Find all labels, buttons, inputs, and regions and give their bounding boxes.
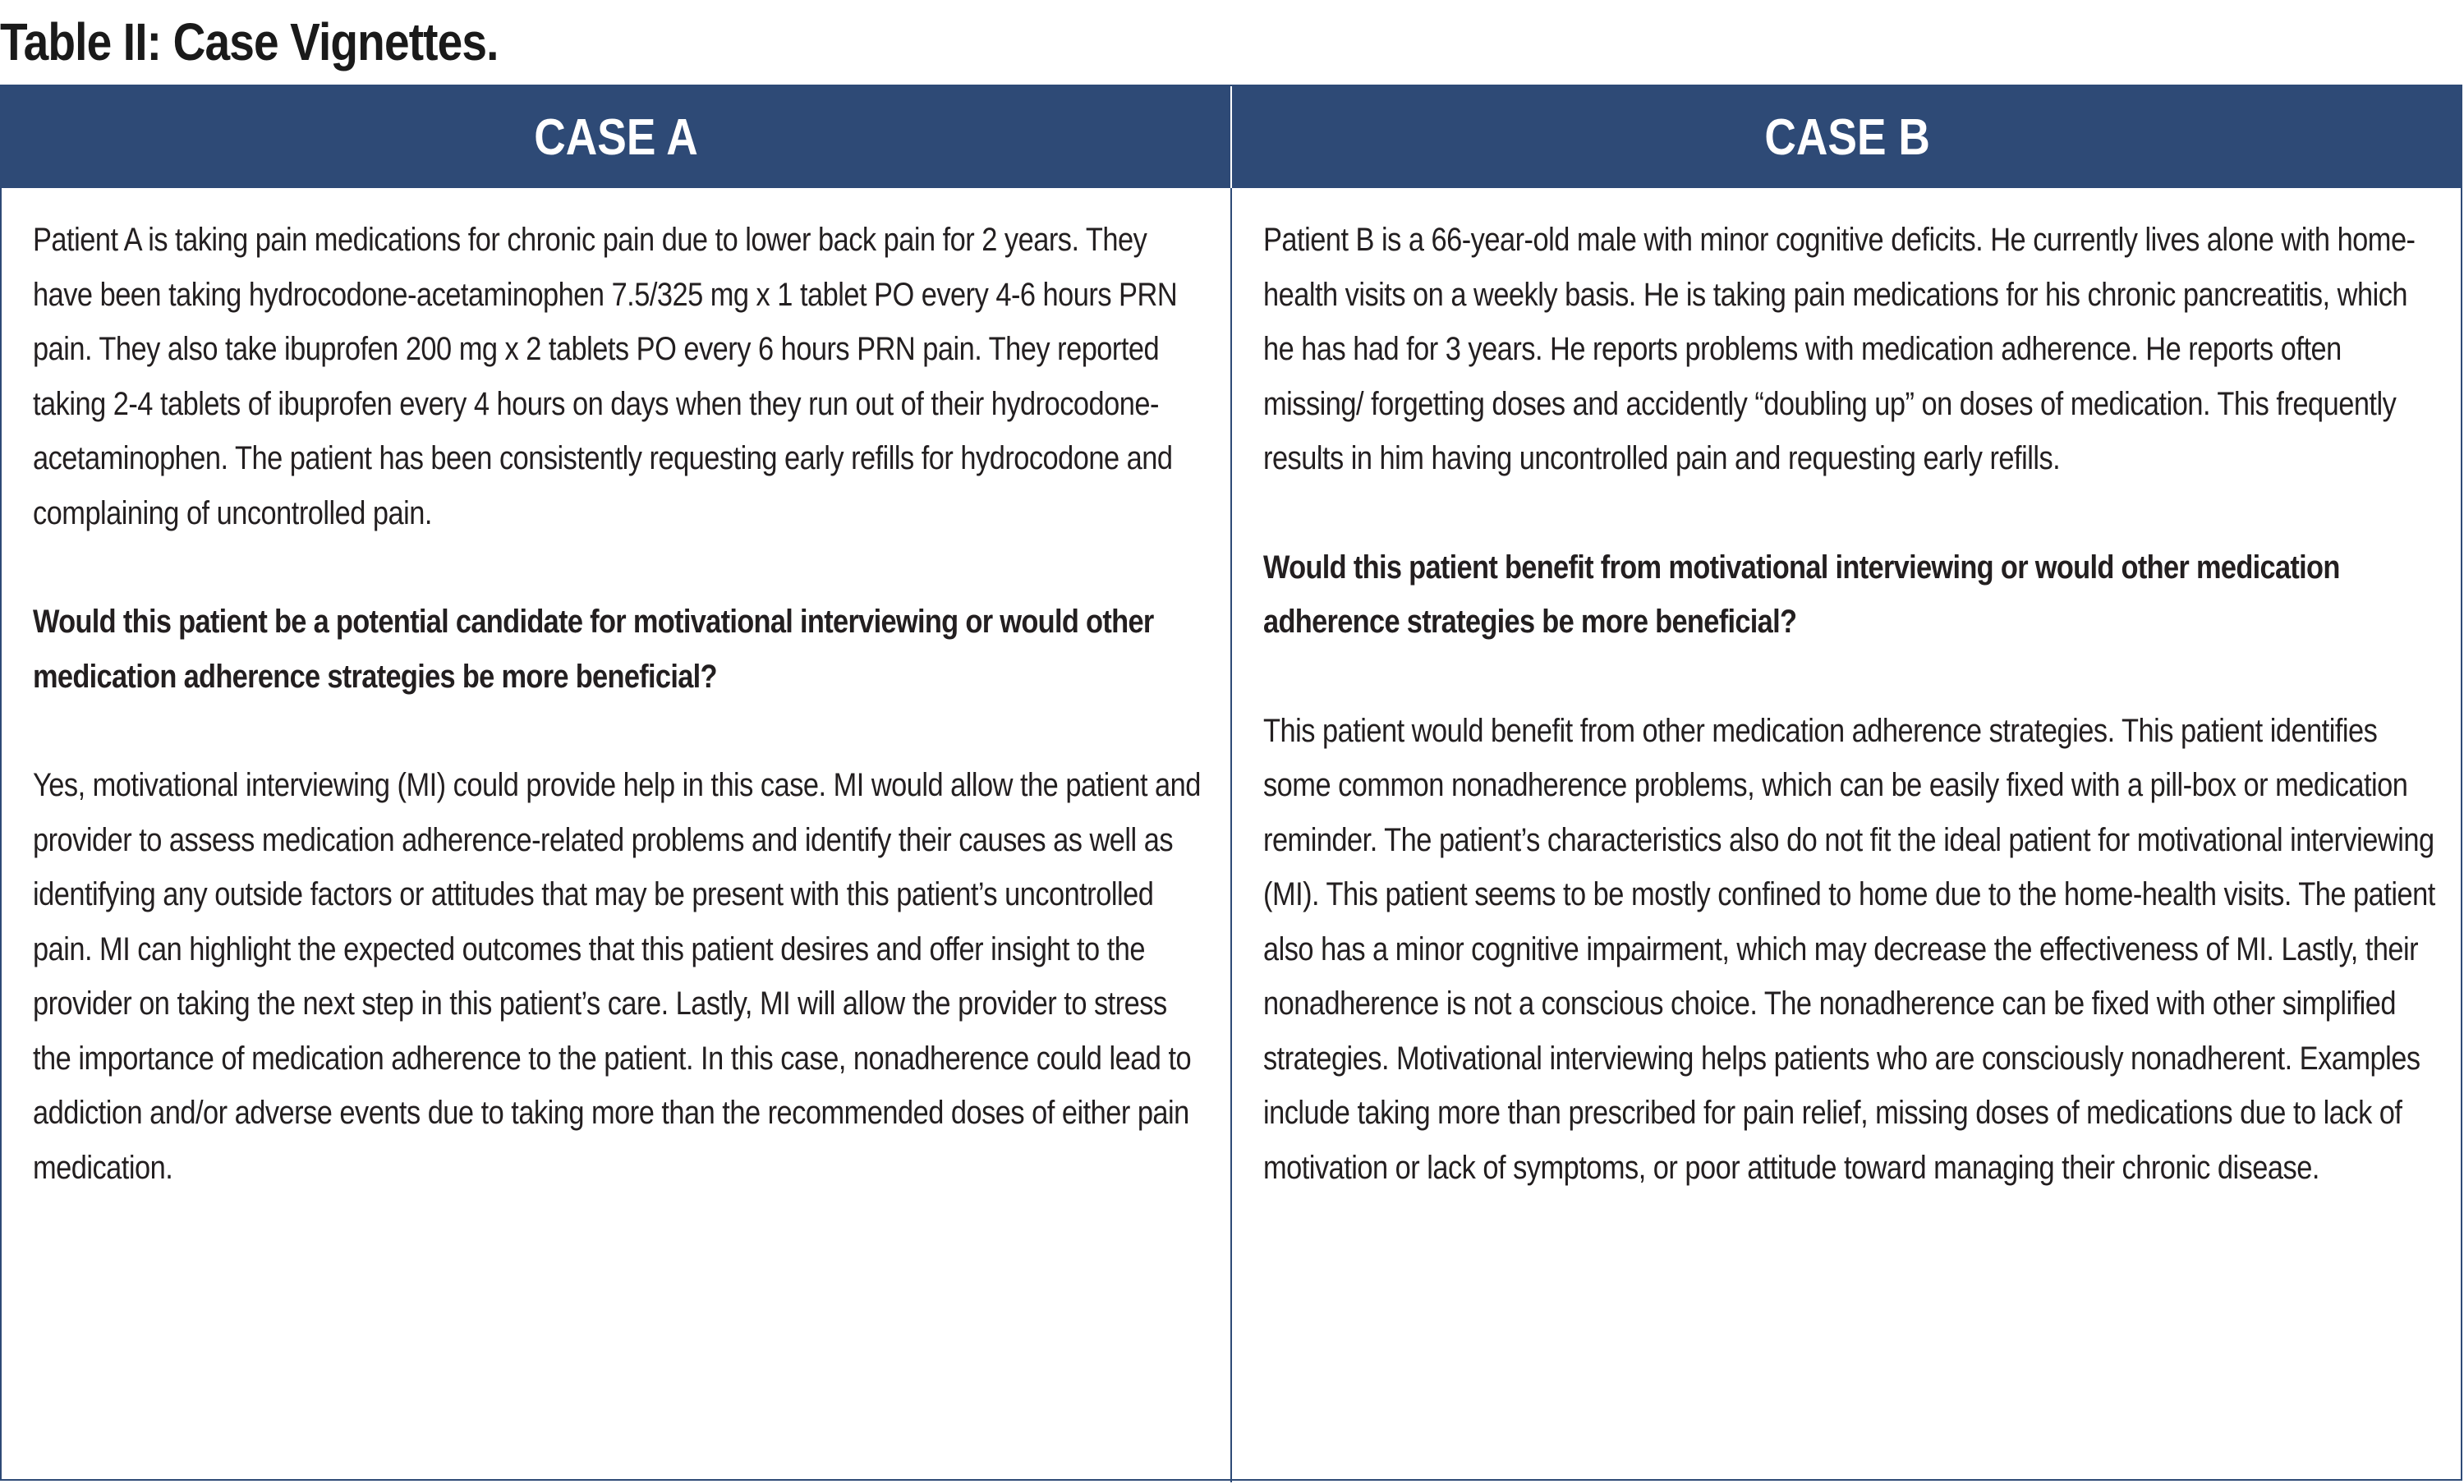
- column-header-case-a: [2, 86, 1232, 188]
- case-a-cell: [2, 188, 1232, 1482]
- case-b-cell: [1232, 188, 2462, 1482]
- case-a-answer: Yes, motivational interviewing (MI) could provide help in this case. MI would allow the patient and provider to assess medication adherence-related problems and identify their causes as well as identifying any outside factors or attitudes that may be present with this patient’s uncontrolled pain. MI can highlight the expected outcomes that this patient desires and offer insight to the provider on taking the next step in this patient’s care. Lastly, MI will allow the provider to stress the importance of medication adherence to the patient. In this case, nonadherence could lead to addiction and/or adverse events due to taking more than the recommended doses of either pain medication.: [33, 767, 1201, 1186]
- table-title: Table II: Case Vignettes.: [0, 12, 499, 71]
- case-b-description: Patient B is a 66-year-old male with minor cognitive deficits. He currently lives alone with home-health visits on a weekly basis. He is taking pain medications for his chronic pancreatitis, which he has had for 3 years. He reports problems with medication adherence. He reports often missing/ forgetting doses and accidently “doubling up” on doses of medication. This frequently results in him having uncontrolled pain and requesting early refills.: [1263, 222, 2416, 476]
- column-header-case-a-label: CASE A: [534, 108, 698, 166]
- column-header-case-b: [1232, 86, 2462, 188]
- case-b-answer: This patient would benefit from other medication adherence strategies. This patient identifies some common nonadherence problems, which can be easily fixed with a pill-box or medication reminder. The patient’s characteristics also do not fit the ideal patient for motivational interviewing (MI). This patient seems to be mostly confined to home due to the home-health visits. The patient also has a minor cognitive impairment, which may decrease the effectiveness of MI. Lastly, their nonadherence is not a conscious choice. The nonadherence can be fixed with other simplified strategies. Motivational interviewing helps patients who are consciously nonadherent. Examples include taking more than prescribed for pain relief, missing doses of medications due to lack of motivation or lack of symptoms, or poor attitude toward managing their chronic disease.: [1263, 712, 2435, 1186]
- case-vignettes-table: [0, 85, 2462, 1481]
- case-a-description: Patient A is taking pain medications for chronic pain due to lower back pain for 2 years. They have been taking hydrocodone-acetaminophen 7.5/325 mg x 1 tablet PO every 4-6 hours PRN pain. They also take ibuprofen 200 mg x 2 tablets PO every 6 hours PRN pain. They reported taking 2-4 tablets of ibuprofen every 4 hours on days when they run out of their hydrocodone-acetaminophen. The patient has been consistently requesting early refills for hydrocodone and complaining of uncontrolled pain.: [33, 222, 1178, 531]
- column-header-case-b-label: CASE B: [1764, 108, 1930, 166]
- case-a-question: Would this patient be a potential candidate for motivational interviewing or would other medication adherence strategies be more beneficial?: [33, 604, 1154, 695]
- case-b-question: Would this patient benefit from motivational interviewing or would other medication adherence strategies be more beneficial?: [1263, 549, 2340, 640]
